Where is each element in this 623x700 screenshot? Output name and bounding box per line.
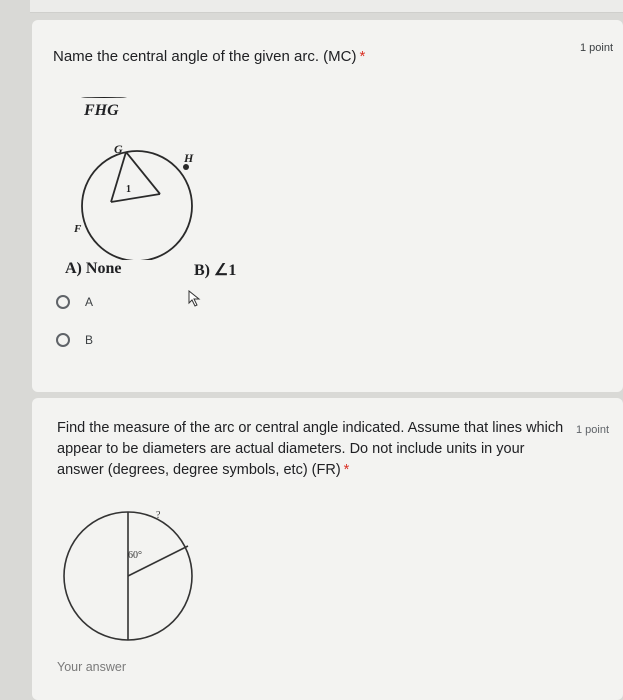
radius-g	[111, 152, 126, 202]
previous-card-edge	[30, 0, 623, 13]
choice-a-text: A) None	[65, 260, 122, 277]
arc-name: FHG	[84, 102, 119, 119]
question-1-points: 1 point	[579, 42, 613, 54]
radio-a[interactable]	[56, 295, 70, 309]
label-g: G	[114, 142, 123, 156]
question-1-title-text: Name the central angle of the given arc. (MC)	[53, 48, 357, 65]
arc-overline	[81, 97, 127, 99]
label-unknown: ?	[156, 510, 161, 521]
option-b[interactable]	[56, 333, 93, 347]
option-a[interactable]	[56, 295, 93, 309]
label-angle-1: 1	[126, 184, 131, 195]
option-a-label: A	[85, 295, 94, 309]
circle-diagram-1	[74, 140, 214, 260]
required-mark: *	[359, 48, 366, 65]
segment-f	[111, 194, 160, 202]
radio-b[interactable]	[56, 333, 70, 347]
question-card-1	[32, 20, 623, 392]
question-2-points: 1 point	[575, 424, 609, 436]
choice-b-text: B) ∠1	[194, 262, 237, 279]
required-mark: *	[343, 462, 350, 478]
circle-diagram-2	[62, 508, 202, 648]
label-f: F	[74, 223, 82, 235]
question-2-title-text: Find the measure of the arc or central angle indicated. Assume that lines which appear to be diameters are actual diameters. Do not include units in your answer (degrees, degree symbols, etc) (FR)	[57, 420, 564, 478]
label-h: H	[184, 151, 194, 165]
mouse-pointer-icon	[188, 290, 202, 308]
question-2-title	[57, 418, 567, 481]
label-angle-60: 60°	[128, 550, 142, 561]
question-1-title	[53, 46, 365, 67]
question-card-2	[32, 398, 623, 700]
answer-input[interactable]	[57, 660, 357, 674]
option-b-label: B	[85, 333, 94, 347]
segment-g	[126, 152, 160, 194]
circle-outline	[82, 151, 192, 260]
